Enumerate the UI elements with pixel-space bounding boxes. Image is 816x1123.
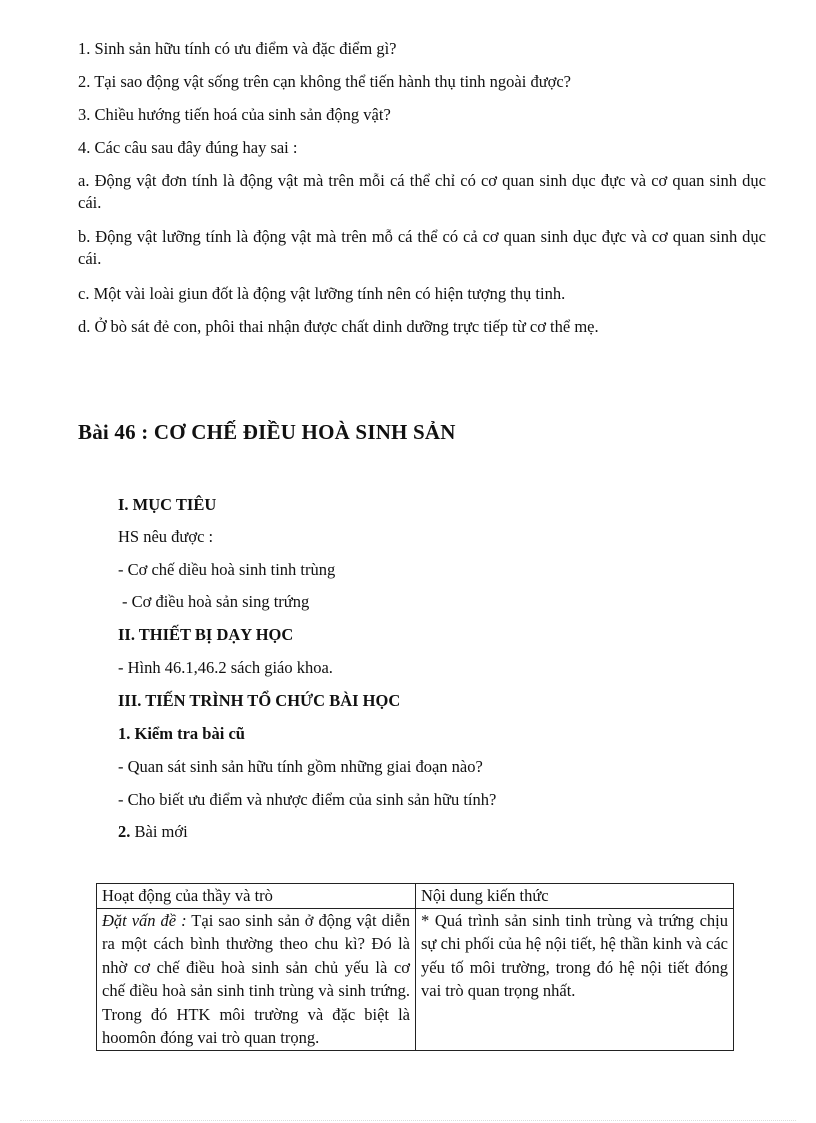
question-2: 2. Tại sao động vật sống trên cạn không thể tiến hành thụ tinh ngoài được? [78, 72, 572, 91]
table-header-content: Nội dung kiến thức [416, 884, 734, 909]
statement-b: b. Động vật lưỡng tính là động vật mà trên mỗ cá thể có cả cơ quan sinh dục đực và cơ quan sinh dục cái. [78, 227, 766, 268]
section3-sub1 [118, 723, 245, 745]
section3-sub1-item-2: - Cho biết ưu điểm và nhược điểm của sinh sản hữu tính? [118, 790, 497, 809]
section3-sub1-label: Kiểm tra bài cũ [134, 724, 245, 743]
section3-sub2-number: 2. [118, 822, 131, 841]
section3-sub2-label: Bài mới [134, 822, 188, 841]
section3-sub2 [118, 821, 188, 843]
statement-d: d. Ở bò sát đẻ con, phôi thai nhận được chất dinh dưỡng trực tiếp từ cơ thể mẹ. [78, 317, 599, 336]
problem-statement-lead: Đặt vấn đề : [102, 910, 187, 930]
table-header-activities: Hoạt động của thầy và trò [97, 884, 416, 909]
section1-heading: I. MỤC TIÊU [118, 495, 217, 514]
table-header-row [97, 884, 734, 909]
section3-heading: III. TIẾN TRÌNH TỔ CHỨC BÀI HỌC [118, 691, 401, 710]
question-4: 4. Các câu sau đây đúng hay sai : [78, 138, 298, 157]
table-cell-activities [97, 908, 416, 1050]
section2-heading: II. THIẾT BỊ DẠY HỌC [118, 625, 294, 644]
section1-intro: HS nêu được : [118, 527, 214, 546]
question-1: 1. Sinh sản hữu tính có ưu điểm và đặc điểm gì? [78, 39, 397, 58]
page-bottom-divider [20, 1120, 796, 1121]
problem-statement-text: Tại sao sinh sản ở động vật diễn ra một cách bình thường theo chu kì? Đó là nhờ cơ chế điều hoà sinh sản chủ yếu là cơ chế điều hoà sản sinh tinh trùng và sinh trứng. Trong đó HTK môi trường và đặc biệt là hoomôn đóng vai trò quan trọng. [102, 910, 410, 1047]
section3-sub1-number: 1. [118, 724, 131, 743]
statement-c: c. Một vài loài giun đốt là động vật lưỡng tính nên có hiện tượng thụ tinh. [78, 284, 566, 303]
section1-item-1: - Cơ chế diều hoà sinh tinh trùng [118, 560, 336, 579]
statement-a: a. Động vật đơn tính là động vật mà trên mỗi cá thể chỉ có cơ quan sinh dục đực và cơ quan sinh dục cái. [78, 171, 766, 212]
section2-item: - Hình 46.1,46.2 sách giáo khoa. [118, 658, 333, 677]
lesson-table [96, 883, 734, 1051]
lesson-title: Bài 46 : CƠ CHẾ ĐIỀU HOÀ SINH SẢN [78, 420, 456, 444]
section3-sub1-item-1: - Quan sát sinh sản hữu tính gồm những giai đoạn nào? [118, 757, 483, 776]
table-cell-content: * Quá trình sản sinh tinh trùng và trứng chịu sự chi phối của hệ nội tiết, hệ thần kinh và các yếu tố môi trường, trong đó hệ nội tiết đóng vai trò quan trọng nhất. [416, 908, 734, 1050]
question-3: 3. Chiều hướng tiến hoá của sinh sản động vật? [78, 105, 391, 124]
table-row [97, 908, 734, 1050]
section1-item-2: - Cơ điều hoà sản sing trứng [122, 592, 310, 611]
